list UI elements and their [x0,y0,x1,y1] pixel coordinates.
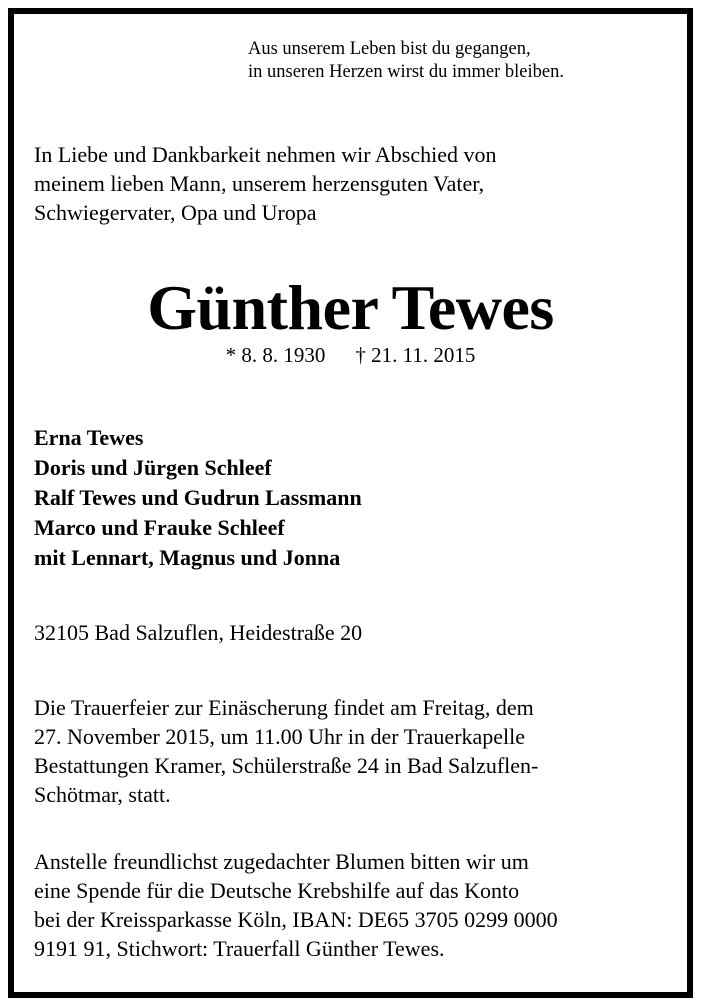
epigraph-line: in unseren Herzen wirst du immer bleiben. [248,62,564,82]
intro-line: meinem lieben Mann, unserem herzensguten Vater, [34,171,485,196]
mourner-line: mit Lennart, Magnus und Jonna [34,545,341,570]
ceremony-notice [34,693,674,809]
birth-date: * 8. 8. 1930 [225,343,326,367]
ceremony-line: 27. November 2015, um 11.00 Uhr in der Trauerkapelle [34,724,526,749]
mourner-line: Doris und Jürgen Schleef [34,455,272,480]
donation-line: Anstelle freundlichst zugedachter Blumen bitten wir um [34,849,529,874]
deceased-name: Günther Tewes [147,272,554,343]
mourner-line: Marco und Frauke Schleef [34,515,285,540]
epigraph-line: Aus unserem Leben bist du gegangen, [248,39,531,59]
donation-line: eine Spende für die Deutsche Krebshilfe auf das Konto [34,878,520,903]
ceremony-line: Die Trauerfeier zur Einäscherung findet am Freitag, dem [34,695,534,720]
ceremony-line: Schötmar, statt. [34,782,171,807]
intro-text [34,140,654,227]
mourners-list [34,423,654,573]
death-date: † 21. 11. 2015 [355,343,476,367]
ceremony-line: Bestattungen Kramer, Schülerstraße 24 in Bad Salzuflen- [34,753,539,778]
intro-line: In Liebe und Dankbarkeit nehmen wir Abschied von [34,142,497,167]
mourner-line: Ralf Tewes und Gudrun Lassmann [34,485,362,510]
donation-line: bei der Kreissparkasse Köln, IBAN: DE65 3705 0299 0000 [34,907,558,932]
donation-notice [34,847,674,963]
donation-line: 9191 91, Stichwort: Trauerfall Günther Tewes. [34,936,445,961]
epigraph [248,38,668,84]
life-dates [0,341,701,369]
intro-line: Schwiegervater, Opa und Uropa [34,200,317,225]
family-address: 32105 Bad Salzuflen, Heidestraße 20 [34,620,363,645]
mourner-line: Erna Tewes [34,425,144,450]
